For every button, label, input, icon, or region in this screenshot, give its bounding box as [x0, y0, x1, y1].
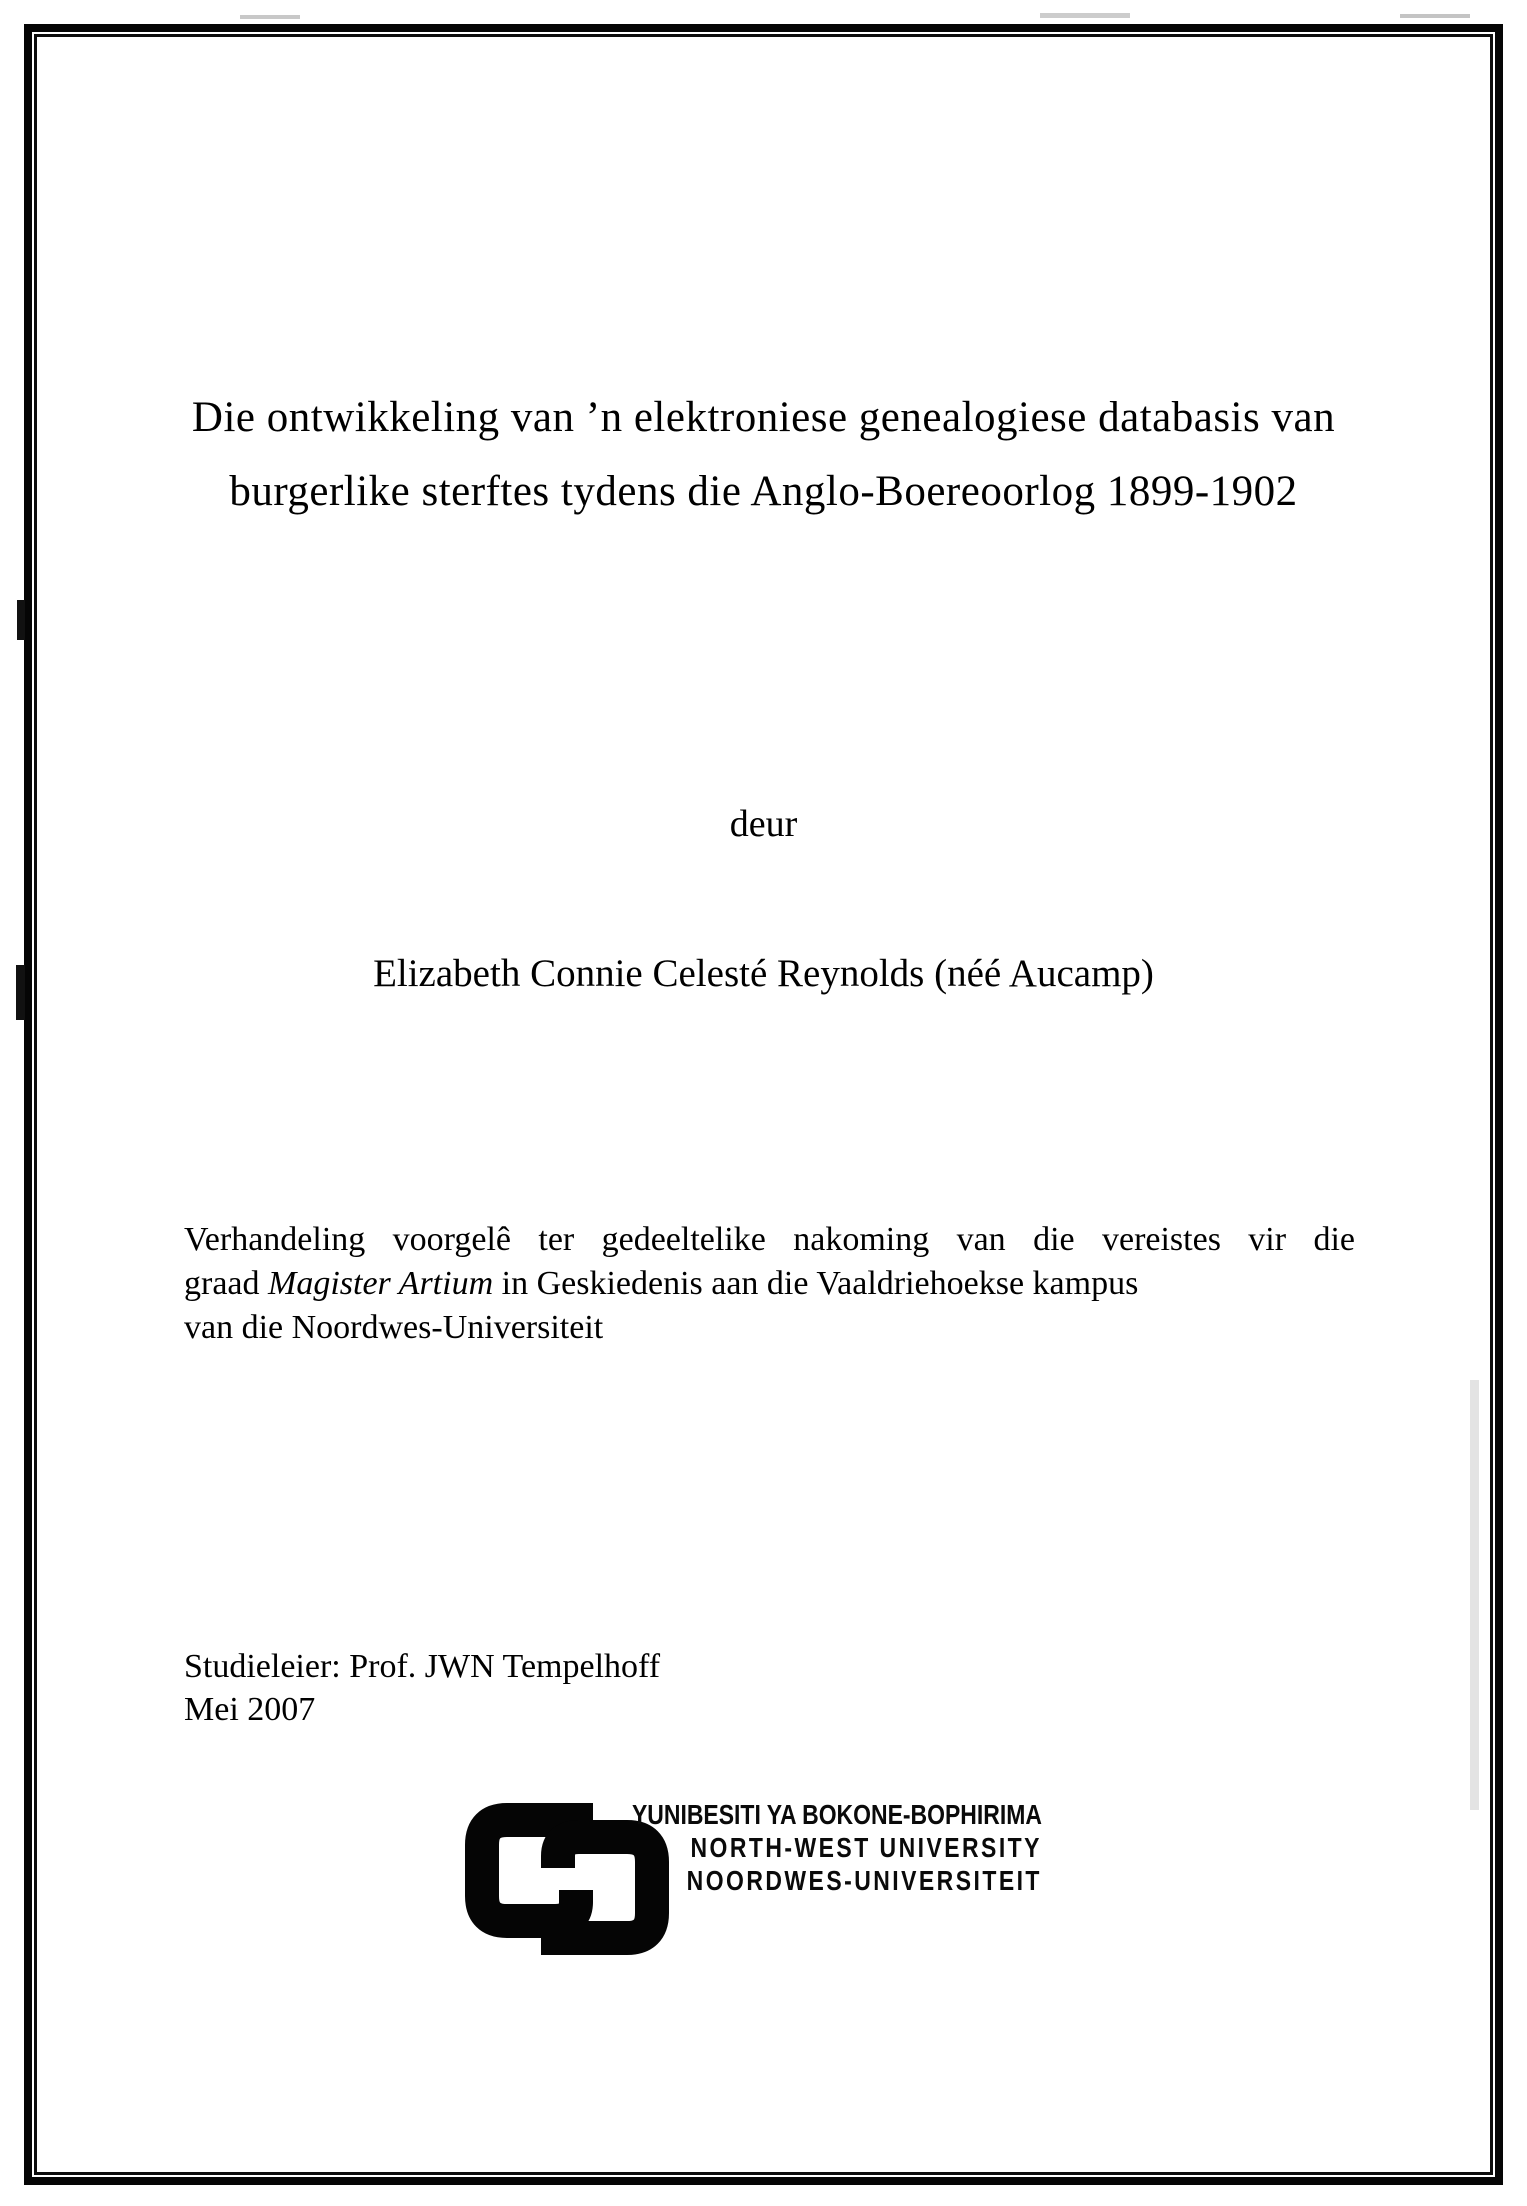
scan-artifact: [1040, 13, 1130, 18]
supervisor-block: [184, 1645, 660, 1731]
date-line: Mei 2007: [184, 1691, 316, 1728]
nwu-logo-line-1: YUNIBESITI YA BOKONE-BOPHIRIMA: [631, 1799, 1042, 1830]
submission-line-3: van die Noordwes-Universiteit: [184, 1309, 604, 1346]
scan-artifact: [240, 15, 300, 19]
supervisor-line: Studieleier: Prof. JWN Tempelhoff: [184, 1648, 661, 1685]
author-name: Elizabeth Connie Celesté Reynolds (néé Aucamp): [373, 952, 1154, 995]
nwu-logo-line-2: NORTH-WEST UNIVERSITY: [690, 1832, 1042, 1863]
nwu-logo-text: [586, 1798, 1042, 1897]
nwu-logo: [465, 1796, 1265, 1966]
byline-deur: deur: [729, 803, 798, 845]
thesis-title-line-2: burgerlike sterftes tydens die Anglo-Boereoorlog 1899-1902: [229, 468, 1298, 515]
submission-line-2: [184, 1262, 1355, 1306]
submission-line-2-pre: graad: [184, 1265, 269, 1302]
thesis-title: [95, 381, 1432, 529]
submission-statement: [184, 1218, 1355, 1350]
nwu-logo-line-3: NOORDWES-UNIVERSITEIT: [686, 1865, 1042, 1896]
submission-line-2-post: in Geskiedenis aan die Vaaldriehoekse kampus: [493, 1265, 1139, 1302]
thesis-title-line-1: Die ontwikkeling van ’n elektroniese genealogiese databasis van: [191, 394, 1336, 441]
scan-artifact: [1400, 14, 1470, 18]
degree-name-italic: Magister Artium: [268, 1265, 494, 1302]
submission-line-1: Verhandeling voorgelê ter gedeeltelike nakoming van die vereistes vir die: [184, 1221, 1355, 1258]
